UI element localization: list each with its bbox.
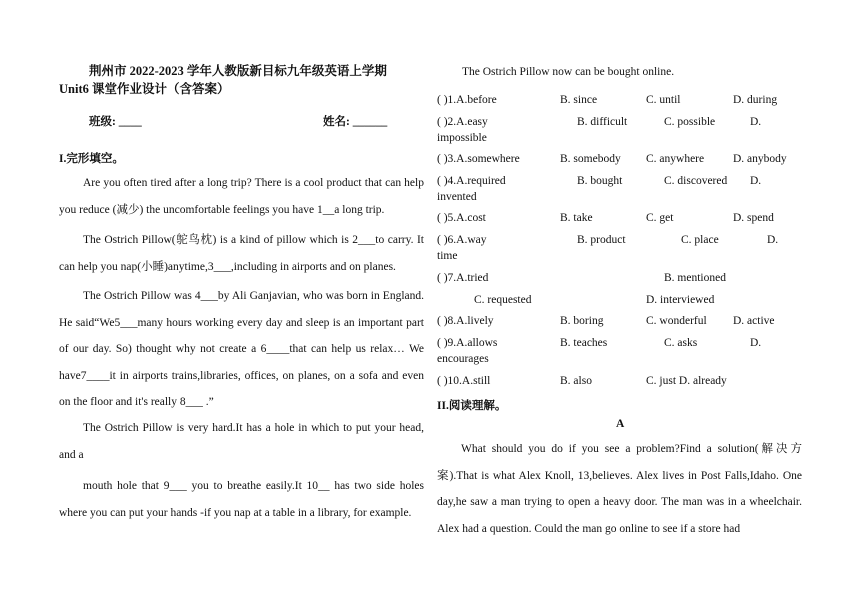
- option-b: B. bought: [577, 175, 623, 187]
- question-5: ( )5.A.cost: [437, 212, 486, 224]
- option-b: B. also: [560, 375, 592, 387]
- option-c: C. discovered: [664, 175, 728, 187]
- option-c: C. possible: [664, 116, 716, 128]
- option-d: D.: [750, 337, 762, 349]
- question-1: ( )1.A.before: [437, 94, 497, 106]
- cloze-paragraph-2: The Ostrich Pillow(鸵鸟枕) is a kind of pillow which is 2___to carry. It can help you nap(小睡)anytime,3___,including in airports and on planes.: [59, 234, 424, 273]
- option-d: D.: [750, 175, 762, 187]
- question-10: ( )10.A.still: [437, 375, 491, 387]
- option-b: B. take: [560, 212, 593, 224]
- option-d: D. spend: [733, 212, 774, 224]
- cloze-paragraph-1: Are you often tired after a long trip? There is a cool product that can help you reduce (减少) the uncomfortable feelings you have 1__a long trip.: [59, 177, 424, 216]
- option-d-wrap: invented: [437, 191, 477, 203]
- option-d: D.: [750, 116, 762, 128]
- name-label: 姓名: ______: [323, 116, 388, 128]
- option-d-wrap: encourages: [437, 353, 489, 365]
- option-d: D. interviewed: [646, 294, 715, 306]
- cloze-paragraph-3: The Ostrich Pillow was 4___by Ali Ganjavian, who was born in England. He said“We5___many hours working every day and sleep is an important part of our day. So) thought why not create a 6____that can help us relax… We have7____it in airports trains,libraries, offices, on planes, on a sofa and even on the floor and it's really 8___ .”: [59, 290, 424, 408]
- question-7: ( )7.A.tried: [437, 272, 489, 284]
- doc-title-line1: 荆州市 2022-2023 学年人教版新目标九年级英语上学期: [89, 64, 387, 78]
- option-b: B. teaches: [560, 337, 608, 349]
- question-2: ( )2.A.easy: [437, 116, 488, 128]
- question-8: ( )8.A.lively: [437, 315, 494, 327]
- reading-paragraph-1: What should you do if you see a problem?Find a solution(解决方案).That is what Alex Knoll, 13,believes. Alex lives in Post Falls,Idaho. One day,he saw a man trying to open a heavy door. The man was in a wheelchair. Alex had a question. Could the man go online to see if a store had: [437, 443, 802, 535]
- option-d: D. anybody: [733, 153, 787, 165]
- option-d-wrap: impossible: [437, 132, 487, 144]
- option-c: C. asks: [664, 337, 698, 349]
- option-d-wrap: time: [437, 250, 458, 262]
- option-b: B. somebody: [560, 153, 621, 165]
- cloze-paragraph-4: The Ostrich Pillow is very hard.It has a hole in which to put your head, and a: [59, 422, 424, 461]
- option-b: B. mentioned: [664, 272, 726, 284]
- option-c: C. get: [646, 212, 674, 224]
- option-c: C. anywhere: [646, 153, 705, 165]
- option-b: B. since: [560, 94, 598, 106]
- class-label: 班级: ____: [89, 116, 142, 128]
- option-c: C. just D. already: [646, 375, 727, 387]
- question-9: ( )9.A.allows: [437, 337, 498, 349]
- option-b: B. boring: [560, 315, 604, 327]
- passage-label: A: [616, 418, 625, 430]
- option-c: C. place: [681, 234, 719, 246]
- question-6: ( )6.A.way: [437, 234, 487, 246]
- cloze-paragraph-6: The Ostrich Pillow now can be bought online.: [462, 66, 675, 78]
- option-d: D. active: [733, 315, 775, 327]
- option-c: C. until: [646, 94, 681, 106]
- section2-heading: II.阅读理解。: [437, 400, 507, 412]
- cloze-paragraph-5: mouth hole that 9___ you to breathe easily.It 10__ has two side holes where you can put your hands -if you nap at a table in a library, for example.: [59, 480, 424, 519]
- question-4: ( )4.A.required: [437, 175, 506, 187]
- section1-heading: I.完形填空。: [59, 153, 124, 165]
- option-d: D.: [767, 234, 779, 246]
- option-b: B. product: [577, 234, 626, 246]
- option-c: C. wonderful: [646, 315, 707, 327]
- question-3: ( )3.A.somewhere: [437, 153, 520, 165]
- doc-title-line2: Unit6 课堂作业设计（含答案）: [59, 82, 230, 96]
- option-b: B. difficult: [577, 116, 628, 128]
- option-d: D. during: [733, 94, 778, 106]
- option-c: C. requested: [474, 294, 532, 306]
